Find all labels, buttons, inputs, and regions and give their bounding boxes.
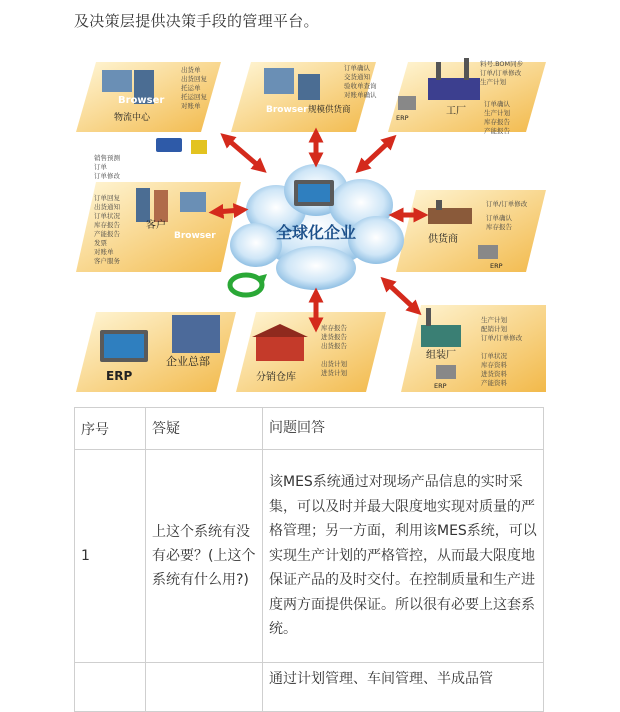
supplier-top-item: 对账单确认 — [344, 91, 377, 99]
supplier-item: 库存报告 — [486, 223, 512, 231]
warehouse-name: 分销仓库 — [256, 372, 296, 383]
factory-item: 订单/订单修改 — [480, 69, 522, 77]
warehouse-item: 出货报告 — [321, 342, 347, 350]
logistics-browser: Browser — [118, 95, 165, 106]
customer-item: 客户服务 — [94, 257, 120, 265]
logistics-item: 托运回复 — [181, 93, 207, 101]
assembly-item: 库存资料 — [481, 361, 507, 369]
factory-item2: 订单确认 — [484, 100, 510, 108]
intro-text: 及决策层提供决策手段的管理平台。 — [74, 12, 319, 30]
header-answer: 问题回答 — [263, 408, 544, 450]
customer-top-item: 订单 — [94, 163, 107, 171]
person-icon — [154, 190, 168, 222]
customer-item: 对账单 — [94, 248, 114, 256]
arrow-factory — [361, 140, 391, 168]
warehouse-item: 进货报告 — [321, 333, 347, 341]
supply-chain-diagram — [76, 40, 546, 400]
person-icon — [136, 188, 150, 222]
customer-item: 出货通知 — [94, 203, 120, 211]
assembly-item: 生产计划 — [481, 316, 507, 324]
center-label: 全球化企业 — [275, 223, 357, 242]
supplier-top-browser: Browser — [266, 105, 308, 115]
customer-item: 产能报告 — [94, 230, 120, 238]
customer-item: 订单状况 — [94, 212, 120, 220]
warehouse-item: 进货计划 — [321, 369, 347, 377]
assembly-item: 配销计划 — [481, 325, 507, 333]
row-no: 1 — [75, 450, 146, 663]
header-question: 答疑 — [146, 408, 263, 450]
supplier-name: 供货商 — [428, 234, 458, 245]
row-question: 上这个系统有没有必要？(上这个系统有什么用?) — [146, 450, 263, 663]
customer-item: 库存报告 — [94, 221, 120, 229]
customer-browser: Browser — [174, 231, 216, 241]
table-row — [75, 663, 544, 712]
supplier-top-item: 验收单查询 — [344, 82, 377, 90]
factory-item2: 生产计划 — [484, 109, 510, 117]
warehouse-item: 库存报告 — [321, 324, 347, 332]
recycle-icon — [230, 274, 267, 295]
table-row — [75, 450, 544, 663]
header-no: 序号 — [75, 408, 146, 450]
factory-erp: ERP — [396, 114, 409, 122]
logistics-item: 对账单 — [181, 102, 201, 110]
arrow-customer — [216, 210, 241, 212]
forklift-icon — [191, 140, 207, 154]
customer-top-item: 销售预测 — [94, 154, 120, 162]
arrow-assembly — [386, 282, 416, 310]
truck-icon — [156, 138, 182, 152]
assembly-item: 订单状况 — [481, 352, 507, 360]
hq-erp: ERP — [106, 369, 133, 383]
warehouse-item: 出货计划 — [321, 360, 347, 368]
customer-item: 发票 — [94, 239, 107, 247]
assembly-item: 产能资料 — [481, 379, 507, 387]
customer-name: 客户 — [146, 220, 166, 231]
table-header-row — [75, 408, 544, 450]
factory-item2: 库存报告 — [484, 118, 510, 126]
supplier-item: 订单确认 — [486, 214, 512, 222]
row-answer: 通过计划管理、车间管理、半成品管 — [263, 663, 544, 712]
customer-item: 订单回复 — [94, 194, 120, 202]
supplier-item: 订单/订单修改 — [486, 200, 528, 208]
factory-item2: 产能报告 — [484, 127, 510, 135]
assembly-erp: ERP — [434, 382, 447, 390]
supplier-top-name: 规模供货商 — [308, 105, 351, 115]
logistics-item: 托运单 — [181, 84, 201, 92]
row-answer: 该MES系统通过对现场产品信息的实时采集，可以及时并最大限度地实现对质量的严格管理；另一方面，利用该MES系统，可以实现生产计划的严格管控，从而最大限度地保证产品的及时交付。在控制质量和生产进度两方面提供保证。所以很有必要上这套系统。 — [263, 450, 544, 663]
logistics-item: 出货单 — [181, 66, 201, 74]
qa-table — [74, 407, 544, 712]
supplier-top-item: 交货通知 — [344, 73, 370, 81]
assembly-item: 订单/订单修改 — [481, 334, 523, 342]
arrow-logistics — [226, 138, 261, 168]
supplier-erp: ERP — [490, 262, 503, 270]
assembly-name: 组装厂 — [426, 350, 456, 361]
customer-top-item: 订单修改 — [94, 172, 120, 180]
row-question — [146, 663, 263, 712]
logistics-item: 出货回复 — [181, 75, 207, 83]
supplier-top-item: 订单确认 — [344, 64, 370, 72]
hq-name: 企业总部 — [166, 355, 210, 368]
factory-item: 生产计划 — [480, 78, 506, 86]
assembly-item: 进货资料 — [481, 370, 507, 378]
factory-item: 料号.BOM同步 — [480, 60, 524, 68]
factory-name: 工厂 — [446, 106, 466, 117]
assembly-card — [401, 305, 546, 392]
row-no — [75, 663, 146, 712]
logistics-name: 物流中心 — [114, 113, 151, 123]
